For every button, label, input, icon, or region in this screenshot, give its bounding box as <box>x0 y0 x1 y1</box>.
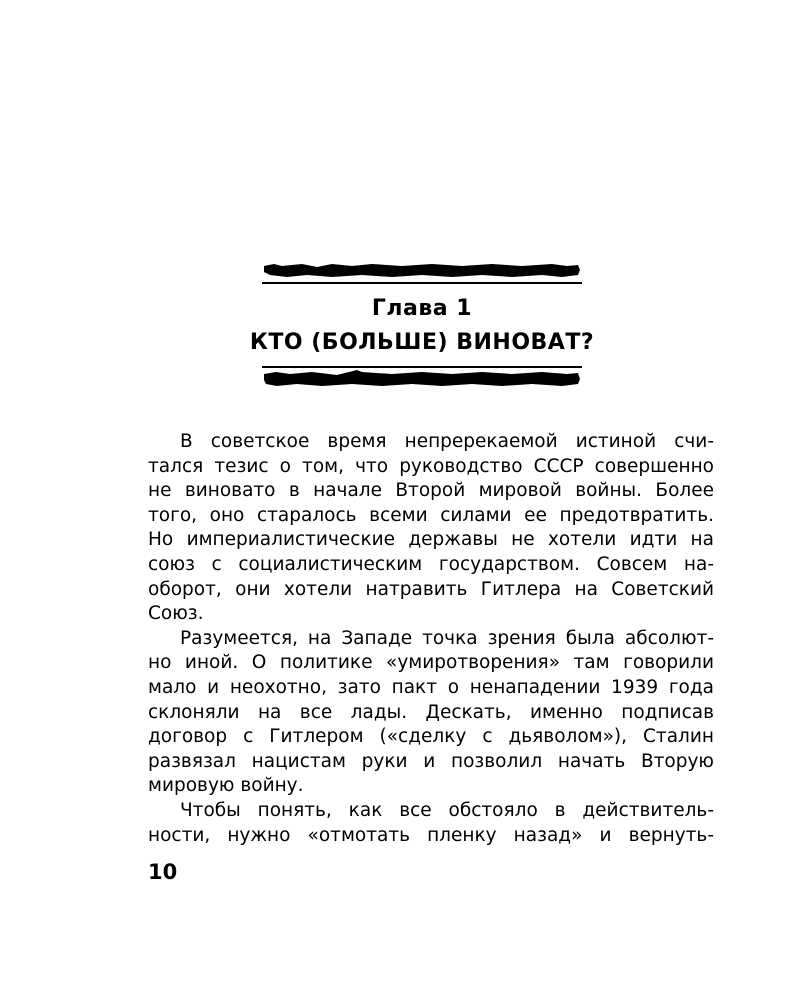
chapter-title: КТО (БОЛЬШЕ) ВИНОВАТ? <box>249 330 595 355</box>
body-text <box>148 430 714 848</box>
text-line: договор с Гитлером («сделку с дьяволом»), Сталин <box>148 726 714 748</box>
text-line: мало и неохотно, зато пакт о ненападении 1939 года <box>148 676 714 698</box>
text-line: склоняли на все лады. Дескать, именно подписав <box>148 701 714 723</box>
text-line: мировую войну. <box>148 775 304 797</box>
text-line: того, оно старалось всеми силами ее предотвратить. <box>148 504 714 526</box>
text-line: Но империалистические державы не хотели идти на <box>148 529 714 551</box>
text-line: но иной. О политике «умиротворения» там говорили <box>148 652 714 674</box>
chapter-header <box>249 262 595 390</box>
text-line: Союз. <box>148 603 204 625</box>
page-number: 10 <box>148 860 178 884</box>
text-line: развязал нацистам руки и позволил начать Вторую <box>148 750 714 772</box>
text-line: союз с социалистическим государством. Совсем на- <box>148 553 714 575</box>
text-line: оборот, они хотели натравить Гитлера на Советский <box>148 578 714 600</box>
chapter-ornament-bottom <box>262 364 582 390</box>
text-line: не виновато в начале Второй мировой войны. Более <box>148 480 714 502</box>
text-line: Чтобы понять, как все обстояло в действитель- <box>180 799 714 821</box>
text-line: Разумеется, на Западе точка зрения была абсолют- <box>180 627 714 649</box>
chapter-ornament-top <box>262 262 582 288</box>
text-line: ности, нужно «отмотать пленку назад» и вернуть- <box>148 824 714 846</box>
chapter-number: Глава 1 <box>371 296 473 321</box>
text-line: В советское время непререкаемой истиной счи- <box>180 431 714 452</box>
text-line: тался тезис о том, что руководство СССР совершенно <box>148 455 714 477</box>
